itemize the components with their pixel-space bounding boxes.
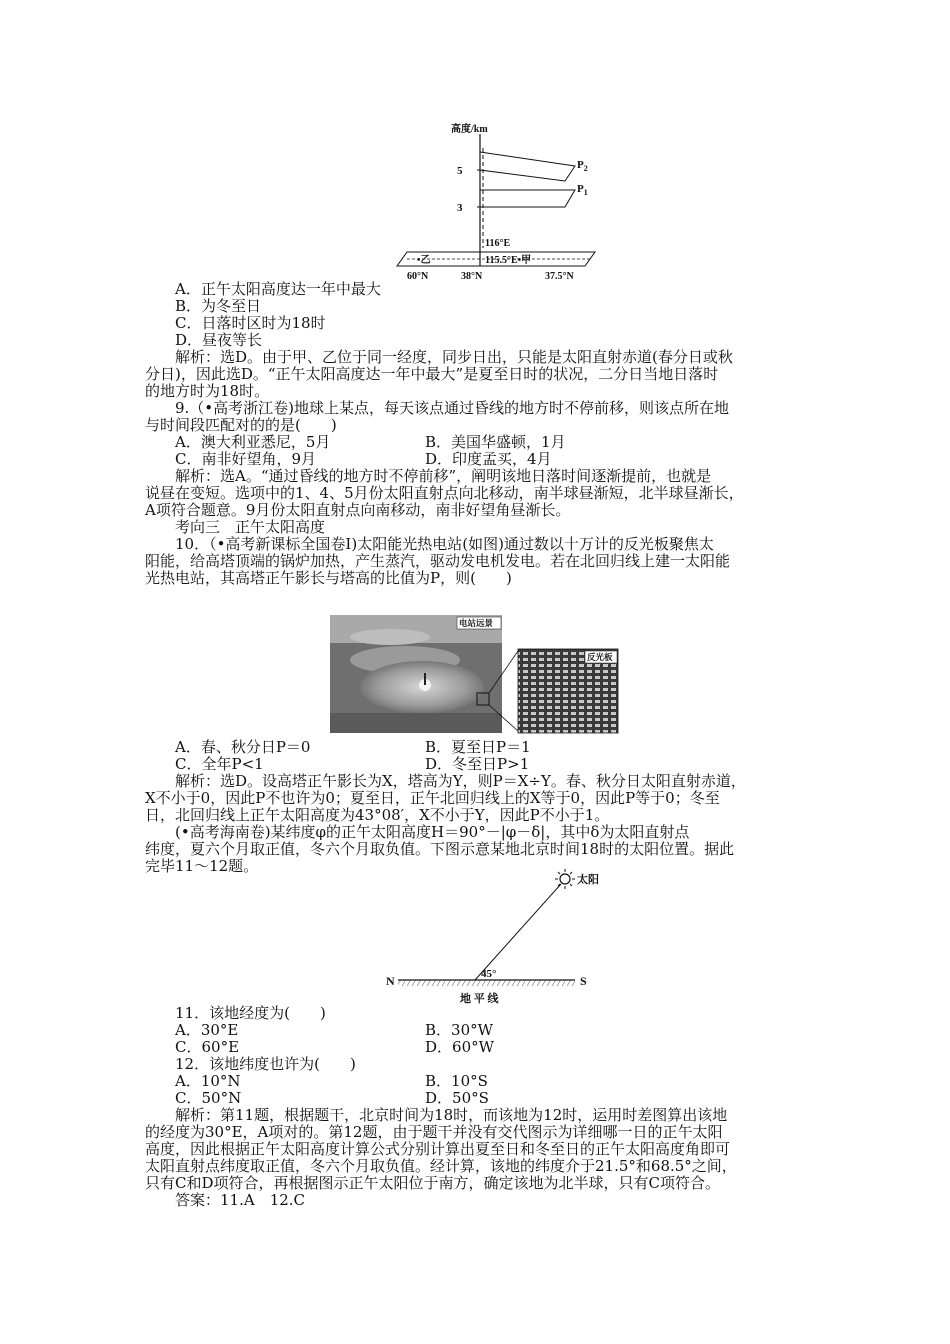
- question-12: 12．该地纬度也许为( ): [175, 1055, 356, 1073]
- jia-label: 115.5°E•甲: [485, 255, 532, 266]
- analysis-9-line2: 说昼在变短。选项中的1、4、5月份太阳直射点向北移动，南半球昼渐短，北半球昼渐长，: [145, 484, 744, 502]
- option-b-12: B．10°S: [425, 1072, 488, 1090]
- option-b-10: B．夏至日P＝1: [425, 738, 531, 756]
- analysis-10-line2: X不小于0，因此P不也许为0；夏至日，正午北回归线上的X等于0，因此P等于0；冬至: [145, 789, 720, 807]
- stem-11-12-line1: (•高考海南卷)某纬度φ的正午太阳高度H＝90°－|φ－δ|，其中δ为太阳直射点: [145, 823, 690, 841]
- analysis-11-12-line4: 太阳直射点纬度取正值，冬六个月取负值。经计算，该地的纬度介于21.5°和68.5°之间，: [145, 1157, 737, 1175]
- sun-ray: [475, 884, 561, 980]
- question-9-line2: 与时间段匹配对的的是( ): [145, 416, 337, 434]
- analysis-11-12-line3: 高度，因此根据正午太阳高度计算公式分别计算出夏至日和冬至日的正午太阳高度角即可: [145, 1140, 731, 1158]
- option-c-11: C．60°E: [175, 1038, 240, 1056]
- altitude-diagram: [395, 118, 605, 283]
- analysis-9-line3: A项符合题意。9月份太阳直射点向南移动，南非好望角昼渐长。: [145, 501, 571, 519]
- stem-11-12-line2: 纬度，夏六个月取正值，冬六个月取负值。下图示意某地北京时间18时的太阳位置。据此: [145, 840, 735, 858]
- option-a-10: A．春、秋分日P＝0: [175, 738, 311, 756]
- p2-label: $P_2$: [577, 159, 588, 173]
- option-d-11: D．60°W: [425, 1038, 495, 1056]
- analysis-10-line3: 日，北回归线上正午太阳高度为43°08′，X不小于Y，因此P不小于1。: [145, 806, 610, 824]
- analysis-8-line2: 分日)，因此选D。“正午太阳高度达一年中最大”是夏至日时的状况，二分日当地日落时: [145, 365, 719, 383]
- section-heading: 考向三 正午太阳高度: [145, 518, 326, 536]
- yi-label: •乙: [417, 255, 431, 266]
- option-a-11: A．30°E: [175, 1021, 239, 1039]
- mirror-label: 反光板: [587, 652, 613, 662]
- option-d-10: D．冬至日P>1: [425, 755, 530, 773]
- lat-375-label: 37.5°N: [545, 271, 574, 282]
- plane-p1: [480, 190, 575, 207]
- option-b-11: B．30°W: [425, 1021, 494, 1039]
- lat-60-label: 60°N: [407, 271, 429, 282]
- horizon-label: 地 平 线: [460, 993, 499, 1005]
- question-10-line2: 阳能，给高塔顶端的锅炉加热，产生蒸汽，驱动发电机发电。若在北回归线上建一太阳能: [145, 552, 731, 570]
- lon-116-label: 116°E: [485, 238, 511, 249]
- analysis-10-line1: 解析：选D。设高塔正午影长为X，塔高为Y，则P＝X÷Y。春、秋分日太阳直射赤道，: [145, 772, 746, 790]
- analysis-8-line3: 的地方时为18时。: [145, 382, 270, 400]
- analysis-11-12-line2: 的经度为30°E，A项对的。第12题，由于题干并没有交代图示为详细哪一日的正午太阳: [145, 1123, 723, 1141]
- option-c-12: C．50°N: [175, 1089, 242, 1107]
- option-d-9: D．印度孟买，4月: [425, 450, 552, 468]
- mirror-closeup-photo: [518, 649, 618, 733]
- option-a-12: A．10°N: [175, 1072, 241, 1090]
- option-d-12: D．50°S: [425, 1089, 489, 1107]
- analysis-9-line1: 解析：选A。“通过昏线的地方时不停前移”，阐明该地日落时间逐渐提前，也就是: [145, 467, 712, 485]
- option-a-9: A．澳大利亚悉尼，5月: [175, 433, 331, 451]
- stem-11-12-line3: 完毕11～12题。: [145, 857, 259, 875]
- option-d-8: D．昼夜等长: [175, 331, 263, 349]
- analysis-11-12-line1: 解析：第11题，根据题干，北京时间为18时，而该地为12时，运用时差图算出该地: [145, 1106, 728, 1124]
- analysis-8-line1: 解析：选D。由于甲、乙位于同一经度，同步日出，只能是太阳直射赤道(春分日或秋: [145, 348, 733, 366]
- far-view-photo: [330, 615, 502, 733]
- analysis-11-12-line5: 只有C和D项符合，再根据图示正午太阳位于南方，确定该地为北半球，只有C项符合。: [145, 1174, 720, 1192]
- option-a-8: A．正午太阳高度达一年中最大: [175, 280, 381, 298]
- lat-38-label: 38°N: [461, 271, 483, 282]
- p1-label: $P_1$: [577, 183, 588, 197]
- tick-3: 3: [457, 202, 463, 214]
- angle-label: 45°: [481, 968, 497, 980]
- tick-5: 5: [457, 165, 463, 177]
- altitude-axis-label: 高度/km: [451, 124, 488, 135]
- option-c-9: C．南非好望角，9月: [175, 450, 317, 468]
- plane-p2: [480, 152, 575, 181]
- option-b-8: B．为冬至日: [175, 297, 262, 315]
- option-c-8: C．日落时区时为18时: [175, 314, 326, 332]
- question-10-line3: 光热电站，其高塔正午影长与塔高的比值为P，则( ): [145, 569, 512, 587]
- answer-11-12: 答案：11.A 12.C: [145, 1191, 306, 1209]
- solar-station-photos: [330, 615, 620, 735]
- question-9-line1: 9.（•高考浙江卷)地球上某点，每天该点通过昏线的地方时不停前移，则该点所在地: [145, 399, 730, 417]
- sun-position-diagram: [380, 868, 620, 1006]
- question-10-line1: 10．（•高考新课标全国卷Ⅰ)太阳能光热电站(如图)通过数以十万计的反光板聚焦太: [145, 535, 714, 553]
- option-b-9: B．美国华盛顿，1月: [425, 433, 566, 451]
- south-label: S: [580, 974, 587, 988]
- sun-label: 太阳: [577, 874, 599, 886]
- sun-icon: [555, 869, 575, 889]
- north-label: N: [386, 974, 395, 988]
- option-c-10: C．全年P<1: [175, 755, 264, 773]
- question-11: 11．该地经度为( ): [175, 1004, 326, 1022]
- far-view-label: 电站远景: [459, 618, 494, 628]
